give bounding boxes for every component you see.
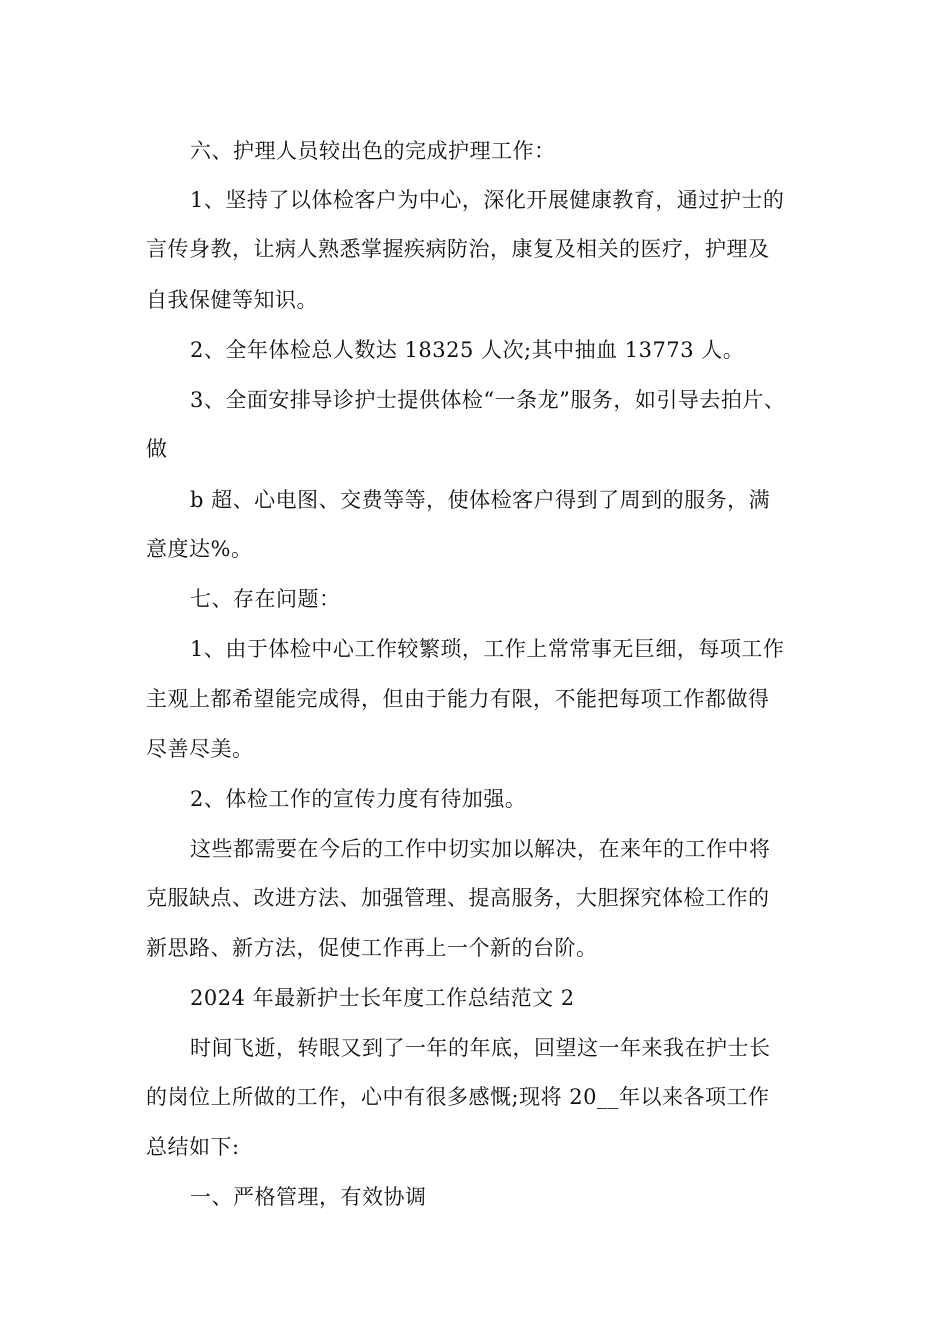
- paragraph-line: 自我保健等知识。: [146, 288, 318, 312]
- paragraph-line: 言传身教，让病人熟悉掌握疾病防治，康复及相关的医疗，护理及: [146, 237, 770, 261]
- paragraph-line: 这些都需要在今后的工作中切实加以解决，在来年的工作中将: [190, 837, 771, 861]
- paragraph-line: 主观上都希望能完成得，但由于能力有限，不能把每项工作都做得: [146, 687, 770, 711]
- section-heading-7: 七、存在问题：: [190, 587, 341, 611]
- paragraph-line: 克服缺点、改进方法、加强管理、提高服务，大胆探究体检工作的: [146, 886, 770, 910]
- paragraph-line: 3、全面安排导诊护士提供体检“一条龙”服务，如引导去拍片、: [190, 388, 786, 412]
- paragraph-line: 2、体检工作的宣传力度有待加强。: [190, 787, 527, 811]
- paragraph-line: 1、坚持了以体检客户为中心，深化开展健康教育，通过护士的: [190, 188, 785, 212]
- paragraph-line: 意度达%。: [146, 537, 253, 561]
- document-title: 2024 年最新护士长年度工作总结范文 2: [190, 986, 575, 1010]
- paragraph-line: 的岗位上所做的工作，心中有很多感慨;现将 20__年以来各项工作: [146, 1085, 770, 1109]
- paragraph-line: b 超、心电图、交费等等，使体检客户得到了周到的服务，满: [190, 488, 771, 512]
- paragraph-line: 新思路、新方法，促使工作再上一个新的台阶。: [146, 936, 598, 960]
- section-heading-6: 六、护理人员较出色的完成护理工作：: [190, 139, 556, 163]
- paragraph-line: 时间飞逝，转眼又到了一年的年底，回望这一年来我在护士长: [190, 1036, 771, 1060]
- paragraph-line: 2、全年体检总人数达 18325 人次;其中抽血 13773 人。: [190, 338, 745, 362]
- paragraph-line: 尽善尽美。: [146, 737, 254, 761]
- section-heading-1: 一、严格管理，有效协调: [190, 1185, 427, 1209]
- paragraph-line: 总结如下:: [146, 1135, 240, 1159]
- paragraph-line: 做: [146, 437, 168, 461]
- paragraph-line: 1、由于体检中心工作较繁琐，工作上常常事无巨细，每项工作: [190, 637, 785, 661]
